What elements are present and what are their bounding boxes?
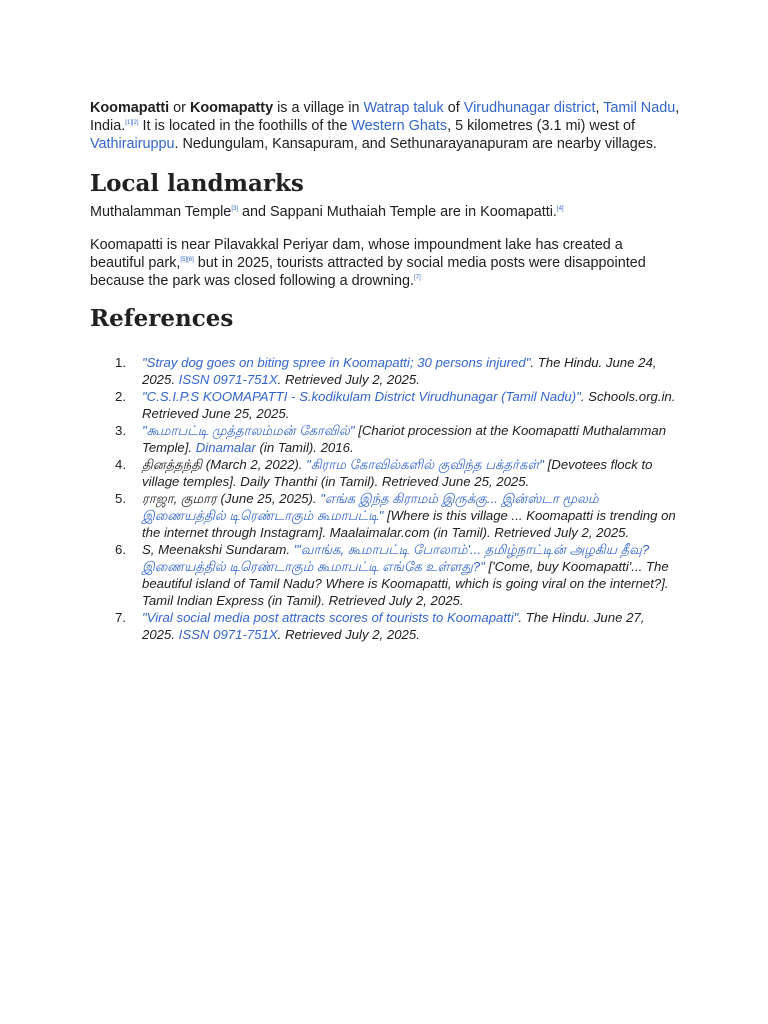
reference-link[interactable]: "கிராம கோவில்களில் குவிந்த பக்தர்கள்" xyxy=(306,457,544,472)
paragraph-text: but in 2025, tourists attracted by social media posts were disappointed because the park was closed following a drowning. xyxy=(90,255,646,289)
citation-7[interactable]: [7] xyxy=(413,275,421,281)
reference-text: ['Come, buy Koomapatti'... The beautiful island of Tamil Nadu? Where is Koomapatti, which is going viral on the internet?]. Tamil Indian Express (in Tamil). Retrieved July 2, 2025. xyxy=(142,559,669,608)
title-term: Koomapatti xyxy=(90,100,170,116)
reference-item xyxy=(90,422,680,456)
link-vathirairuppu[interactable]: Vathirairuppu xyxy=(90,136,175,152)
link-watrap-taluk[interactable]: Watrap taluk xyxy=(363,100,444,116)
reference-text: . Schools.org.in. Retrieved June 25, 2025. xyxy=(142,389,676,421)
reference-text: [Chariot procession at the Koomapatti Muthalamman Temple]. xyxy=(142,423,667,455)
reference-number: 3. xyxy=(115,423,126,438)
link-tamil-nadu[interactable]: Tamil Nadu xyxy=(603,100,676,116)
reference-issn-link[interactable]: ISSN 0971-751X xyxy=(178,627,278,642)
reference-text: . The Hindu. June 27, 2025. xyxy=(142,610,645,642)
reference-author: தினத்தந்தி (March 2, 2022). xyxy=(142,457,307,472)
reference-link[interactable]: "கூமாபட்டி முத்தாலம்மன் கோவில்" xyxy=(142,423,355,438)
intro-text: or xyxy=(169,100,190,116)
reference-number: 2. xyxy=(115,389,126,404)
paragraph-text: and Sappani Muthaiah Temple are in Koomapatti. xyxy=(237,204,557,220)
reference-author: ராஜா, குமார (June 25, 2025). xyxy=(142,491,321,506)
reference-item xyxy=(90,541,680,609)
reference-text: . The Hindu. June 24, 2025. xyxy=(142,355,657,387)
citation-4[interactable]: [4] xyxy=(556,206,564,212)
reference-item xyxy=(90,388,680,422)
reference-link[interactable]: "Stray dog goes on biting spree in Koomapatti; 30 persons injured" xyxy=(142,355,531,370)
citation-5-6[interactable]: [5][6] xyxy=(180,257,194,263)
reference-number: 1. xyxy=(115,355,126,370)
reference-text: (in Tamil). 2016. xyxy=(255,440,354,455)
reference-text: [Where is this village ... Koomapatti is trending on the internet through Instagram]. Maalaimalar.com (in Tamil). Retrieved July 2, 2025. xyxy=(142,508,676,540)
paragraph-text: Koomapatti is near Pilavakkal Periyar dam, whose impoundment lake has created a beautiful park, xyxy=(90,237,623,271)
title-term-alt: Koomapatty xyxy=(189,100,274,116)
intro-text: , xyxy=(595,100,604,116)
reference-number: 4. xyxy=(115,457,126,472)
section-heading-references: References xyxy=(90,305,234,332)
intro-text: of xyxy=(443,100,464,116)
link-virudhunagar-district[interactable]: Virudhunagar district xyxy=(463,100,596,116)
paragraph-text: Muthalamman Temple xyxy=(90,204,232,220)
landmarks-paragraph-2 xyxy=(90,236,680,290)
reference-link[interactable]: "C.S.I.P.S KOOMAPATTI - S.kodikulam District Virudhunagar (Tamil Nadu)" xyxy=(142,389,581,404)
reference-item xyxy=(90,456,680,490)
reference-list xyxy=(90,354,680,643)
reference-link[interactable]: "Viral social media post attracts scores of tourists to Koomapatti" xyxy=(142,610,519,625)
intro-text: , 5 kilometres (3.1 mi) west of xyxy=(447,118,636,134)
reference-item xyxy=(90,354,680,388)
link-western-ghats[interactable]: Western Ghats xyxy=(351,118,448,134)
reference-number: 6. xyxy=(115,542,126,557)
reference-item xyxy=(90,490,680,541)
landmarks-paragraph-1 xyxy=(90,203,680,221)
citation-3[interactable]: [3] xyxy=(231,206,238,212)
intro-paragraph xyxy=(90,99,680,153)
reference-item xyxy=(90,609,680,643)
section-heading-local-landmarks: Local landmarks xyxy=(90,170,304,197)
intro-text: , India. xyxy=(90,100,680,134)
reference-link[interactable]: "'வாங்க, கூமாபட்டி போலாம்'... தமிழ்நாட்டின் அழகிய தீவு? இணையத்தில் டிரெண்டாகும் கூமாபட்டி எங்கே உள்ளது?" xyxy=(142,542,650,574)
article-body xyxy=(90,99,680,643)
reference-number: 7. xyxy=(115,610,126,625)
reference-publisher-link[interactable]: Dinamalar xyxy=(195,440,256,455)
intro-text: It is located in the foothills of the xyxy=(138,118,352,134)
reference-text: . Retrieved July 2, 2025. xyxy=(277,372,420,387)
intro-text: is a village in xyxy=(273,100,364,116)
reference-author: S, Meenakshi Sundaram. xyxy=(142,542,294,557)
citation-1-2[interactable]: [1][2] xyxy=(125,120,139,126)
reference-text: [Devotees flock to village temples]. Daily Thanthi (in Tamil). Retrieved June 25, 2025. xyxy=(142,457,653,489)
reference-text: . Retrieved July 2, 2025. xyxy=(277,627,420,642)
reference-issn-link[interactable]: ISSN 0971-751X xyxy=(178,372,278,387)
reference-link[interactable]: "எங்க இந்த கிராமம் இருக்கு... இன்ஸ்டா மூலம் இணையத்தில் டிரெண்டாகும் கூமாபட்டி" xyxy=(142,491,599,523)
reference-number: 5. xyxy=(115,491,126,506)
intro-text: . Nedungulam, Kansapuram, and Sethunarayanapuram are nearby villages. xyxy=(174,136,657,152)
